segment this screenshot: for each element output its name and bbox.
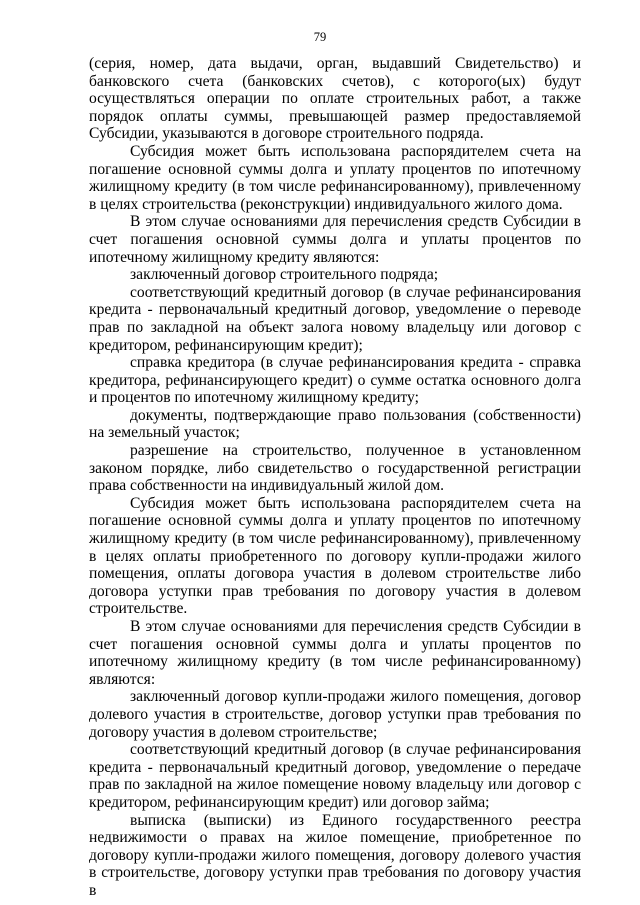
list-item: соответствующий кредитный договор (в случае рефинансирования кредита - первоначальный кредитный договор, уведомление о переводе прав по закладной на объект залога новому владельцу или договор с кредитором, рефинансирующим кредит); <box>89 283 581 354</box>
list-item: документы, подтверждающие право пользования (собственности) на земельный участок; <box>89 406 581 442</box>
list-item: заключенный договор строительного подряда; <box>130 266 439 284</box>
paragraph: (серия, номер, дата выдачи, орган, выдавший Свидетельство) и банковского счета (банковских счетов), с которого(ых) будут осуществляться операции по оплате строительных работ, а также порядок оплаты суммы, превышающей размер предоставляемой Субсидии, указываются в договоре строительного подряда. <box>89 55 581 143</box>
list-item: заключенный договор купли-продажи жилого помещения, договор долевого участия в строительстве, договор уступки прав требования по договору участия в долевом строительстве; <box>89 688 581 741</box>
paragraph: Субсидия может быть использована распорядителем счета на погашение основной суммы долга и уплату процентов по ипотечному жилищному кредиту (в том числе рефинансированному), привлеченному в целях строительства (реконструкции) индивидуального жилого дома. <box>89 142 581 213</box>
list-item: выписка (выписки) из Единого государственного реестра недвижимости о правах на жилое помещение, приобретенное по договору купли-продажи жилого помещения, договору долевого участия в строительстве, договору уступки прав требования по договору участия в <box>89 811 581 899</box>
paragraph: В этом случае основаниями для перечисления средств Субсидии в счет погашения основной суммы долга и уплаты процентов по ипотечному жилищному кредиту (в том числе рефинансированному) являются: <box>89 618 581 688</box>
document-body <box>89 55 581 900</box>
list-item: справка кредитора (в случае рефинансирования кредита - справка кредитора, рефинансирующего кредит) о сумме остатка основного долга и процентов по ипотечному жилищному кредиту; <box>89 354 581 407</box>
paragraph: Субсидия может быть использована распорядителем счета на погашение основной суммы долга и уплату процентов по ипотечному жилищному кредиту (в том числе рефинансированному), привлеченному в целях оплаты приобретенного по договору купли-продажи жилого помещения, оплаты договора участия в долевом строительстве либо договора уступки прав требования по договору участия в долевом строительстве. <box>89 494 581 618</box>
paragraph: В этом случае основаниями для перечисления средств Субсидии в счет погашения основной суммы долга и уплаты процентов по ипотечному жилищному кредиту являются: <box>89 213 581 266</box>
list-item: разрешение на строительство, полученное в установленном законом порядке, либо свидетельство о государственной регистрации права собственности на индивидуальный жилой дом. <box>89 442 581 495</box>
page-number: 79 <box>313 30 327 44</box>
list-item: соответствующий кредитный договор (в случае рефинансирования кредита - первоначальный кредитный договор, уведомление о передаче прав по закладной на жилое помещение новому владельцу или договор с кредитором, рефинансирующим кредит) или договор займа; <box>89 741 581 811</box>
